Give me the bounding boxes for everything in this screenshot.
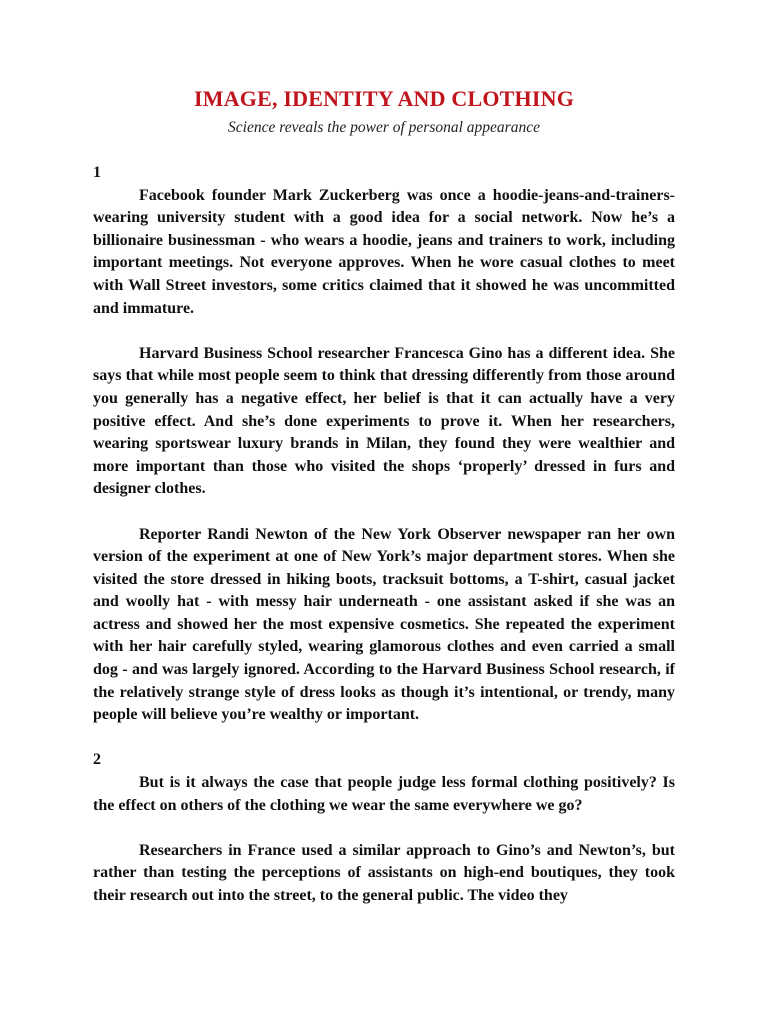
paragraph: But is it always the case that people judge less formal clothing positively? Is the effect on others of the clothing we wear the same everywhere we go? [93, 774, 675, 814]
section-number: 2 [93, 751, 101, 769]
paragraph: Facebook founder Mark Zuckerberg was once a hoodie-jeans-and-trainers-wearing university student with a good idea for a social network. Now he’s a billionaire businessman - who wears a hoodie, jeans and trainers to work, including important meetings. Not everyone approves. When he wore casual clothes to meet with Wall Street investors, some critics claimed that it showed he was uncommitted and immature. [93, 186, 675, 317]
paragraph: Researchers in France used a similar approach to Gino’s and Newton’s, but rather than testing the perceptions of assistants on high-end boutiques, they took their research out into the street, to the general public. The video they [93, 841, 675, 904]
section-number: 1 [93, 164, 101, 181]
document-body [93, 162, 675, 930]
document-title: IMAGE, IDENTITY AND CLOTHING [193, 86, 575, 111]
paragraph: Harvard Business School researcher Francesca Gino has a different idea. She says that while most people seem to think that dressing differently from those around you generally has a negative effect, her belief is that it can actually have a very positive effect. And she’s done experiments to prove it. When her researchers, wearing sportswear luxury brands in Milan, they found they were wealthier and more important than those who visited the shops ‘properly’ dressed in furs and designer clothes. [93, 344, 675, 498]
document-subtitle: Science reveals the power of personal appearance [228, 119, 540, 136]
paragraph: Reporter Randi Newton of the New York Observer newspaper ran her own version of the experiment at one of New York’s major department stores. When she visited the store dressed in hiking boots, tracksuit bottoms, a T-shirt, casual jacket and woolly hat - with messy hair underneath - one assistant asked if she was an actress and showed her the most expensive cosmetics. She repeated the experiment with her hair carefully styled, wearing glamorous clothes and even carried a small dog - and was largely ignored. According to the Harvard Business School research, if the relatively strange style of dress looks as though it’s intentional, or trendy, many people will believe you’re wealthy or important. [93, 525, 675, 724]
